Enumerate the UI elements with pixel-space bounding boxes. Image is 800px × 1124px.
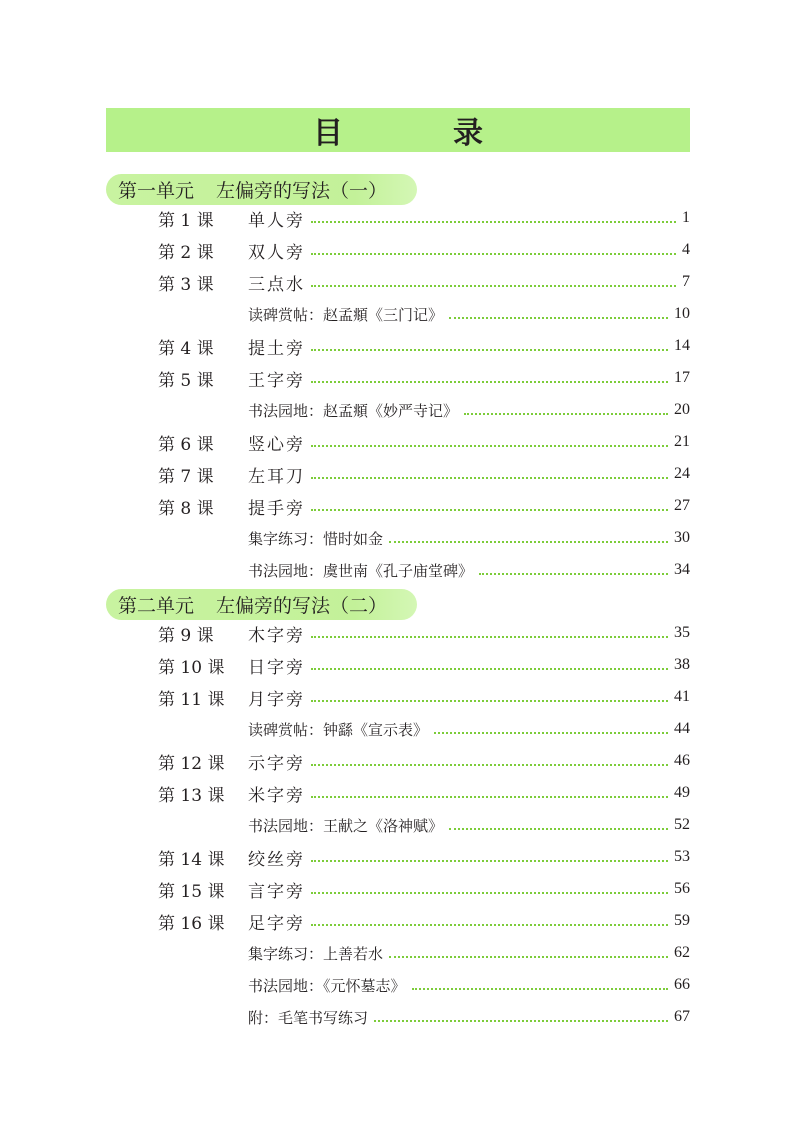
dot-leader: [311, 668, 668, 670]
lesson-number: 第 1 课: [158, 210, 214, 231]
lesson-number: 第 12 课: [158, 753, 225, 774]
toc-sub-row[interactable]: [0, 940, 800, 966]
toc-lesson-row[interactable]: [0, 780, 800, 806]
page-number: 10: [674, 305, 690, 322]
toc-lesson-row[interactable]: [0, 493, 800, 519]
toc-title-bar: [106, 108, 690, 152]
page-number: 17: [674, 369, 690, 386]
dot-leader: [311, 253, 676, 255]
sub-entry-title: 读碑赏帖：钟繇《宣示表》: [248, 720, 429, 739]
toc-sub-row[interactable]: [0, 525, 800, 551]
lesson-title: 单人旁: [248, 210, 305, 231]
sub-entry-title: 书法园地：王献之《洛神赋》: [248, 816, 444, 835]
sub-entry-title: 书法园地：赵孟頫《妙严寺记》: [248, 401, 459, 420]
page-number: 52: [674, 816, 690, 833]
page-number: 53: [674, 848, 690, 865]
unit-header: [106, 589, 417, 620]
dot-leader: [311, 477, 668, 479]
page-number: 21: [674, 433, 690, 450]
dot-leader: [311, 349, 668, 351]
toc-lesson-row[interactable]: [0, 333, 800, 359]
toc-sub-row[interactable]: [0, 1004, 800, 1030]
lesson-title: 日字旁: [248, 657, 305, 678]
lesson-title: 绞丝旁: [248, 849, 305, 870]
toc-lesson-row[interactable]: [0, 429, 800, 455]
unit-topic: 左偏旁的写法（二）: [216, 595, 388, 617]
toc-sub-row[interactable]: [0, 716, 800, 742]
lesson-title: 示字旁: [248, 753, 305, 774]
page-number: 62: [674, 944, 690, 961]
page-title: 目 录: [313, 116, 523, 151]
lesson-number: 第 8 课: [158, 498, 214, 519]
unit-name: 第一单元: [118, 180, 195, 202]
toc-lesson-row[interactable]: [0, 461, 800, 487]
lesson-number: 第 5 课: [158, 370, 214, 391]
dot-leader: [311, 860, 668, 862]
lesson-number: 第 9 课: [158, 625, 214, 646]
lesson-title: 双人旁: [248, 242, 305, 263]
page-number: 7: [682, 273, 690, 290]
lesson-number: 第 6 课: [158, 434, 214, 455]
toc-sub-row[interactable]: [0, 301, 800, 327]
toc-sub-row[interactable]: [0, 812, 800, 838]
sub-entry-title: 集字练习：上善若水: [248, 944, 384, 963]
lesson-number: 第 3 课: [158, 274, 214, 295]
toc-lesson-row[interactable]: [0, 620, 800, 646]
page-number: 14: [674, 337, 690, 354]
sub-entry-title: 附：毛笔书写练习: [248, 1008, 369, 1027]
page-number: 66: [674, 976, 690, 993]
sub-entry-title: 书法园地：虞世南《孔子庙堂碑》: [248, 561, 474, 580]
page-number: 59: [674, 912, 690, 929]
lesson-title: 足字旁: [248, 913, 305, 934]
page-number: 27: [674, 497, 690, 514]
dot-leader: [311, 636, 668, 638]
toc-lesson-row[interactable]: [0, 684, 800, 710]
lesson-number: 第 4 课: [158, 338, 214, 359]
page-number: 67: [674, 1008, 690, 1025]
dot-leader: [311, 509, 668, 511]
dot-leader: [389, 956, 668, 958]
dot-leader: [374, 1020, 668, 1022]
toc-sub-row[interactable]: [0, 397, 800, 423]
dot-leader: [311, 892, 668, 894]
page-number: 49: [674, 784, 690, 801]
page-number: 24: [674, 465, 690, 482]
dot-leader: [412, 988, 668, 990]
toc-lesson-row[interactable]: [0, 908, 800, 934]
dot-leader: [311, 796, 668, 798]
lesson-title: 三点水: [248, 274, 305, 295]
lesson-number: 第 10 课: [158, 657, 225, 678]
page-number: 34: [674, 561, 690, 578]
lesson-number: 第 11 课: [158, 689, 225, 710]
page-number: 30: [674, 529, 690, 546]
lesson-number: 第 14 课: [158, 849, 225, 870]
toc-sub-row[interactable]: [0, 972, 800, 998]
dot-leader: [389, 541, 668, 543]
page-number: 56: [674, 880, 690, 897]
dot-leader: [311, 445, 668, 447]
dot-leader: [311, 924, 668, 926]
toc-lesson-row[interactable]: [0, 205, 800, 231]
unit-header: [106, 174, 417, 205]
toc-sub-row[interactable]: [0, 557, 800, 583]
page-number: 35: [674, 624, 690, 641]
lesson-title: 提手旁: [248, 498, 305, 519]
lesson-number: 第 7 课: [158, 466, 214, 487]
lesson-number: 第 15 课: [158, 881, 225, 902]
dot-leader: [479, 573, 668, 575]
dot-leader: [449, 828, 668, 830]
page-number: 4: [682, 241, 690, 258]
page-number: 38: [674, 656, 690, 673]
toc-lesson-row[interactable]: [0, 748, 800, 774]
page-number: 46: [674, 752, 690, 769]
dot-leader: [311, 221, 676, 223]
lesson-title: 王字旁: [248, 370, 305, 391]
toc-lesson-row[interactable]: [0, 365, 800, 391]
lesson-number: 第 13 课: [158, 785, 225, 806]
dot-leader: [311, 285, 676, 287]
page-number: 1: [682, 209, 690, 226]
toc-lesson-row[interactable]: [0, 269, 800, 295]
toc-lesson-row[interactable]: [0, 876, 800, 902]
unit-topic: 左偏旁的写法（一）: [216, 180, 388, 202]
sub-entry-title: 读碑赏帖：赵孟頫《三门记》: [248, 305, 444, 324]
dot-leader: [434, 732, 668, 734]
lesson-number: 第 16 课: [158, 913, 225, 934]
lesson-title: 左耳刀: [248, 466, 305, 487]
lesson-title: 米字旁: [248, 785, 305, 806]
sub-entry-title: 书法园地：《元怀墓志》: [248, 976, 406, 995]
lesson-title: 木字旁: [248, 625, 305, 646]
lesson-title: 提土旁: [248, 338, 305, 359]
sub-entry-title: 集字练习：惜时如金: [248, 529, 384, 548]
page-number: 44: [674, 720, 690, 737]
page-number: 41: [674, 688, 690, 705]
toc-lesson-row[interactable]: [0, 237, 800, 263]
lesson-title: 竖心旁: [248, 434, 305, 455]
page-number: 20: [674, 401, 690, 418]
dot-leader: [311, 700, 668, 702]
lesson-number: 第 2 课: [158, 242, 214, 263]
lesson-title: 言字旁: [248, 881, 305, 902]
unit-name: 第二单元: [118, 595, 195, 617]
dot-leader: [449, 317, 668, 319]
dot-leader: [464, 413, 668, 415]
toc-lesson-row[interactable]: [0, 652, 800, 678]
dot-leader: [311, 381, 668, 383]
toc-lesson-row[interactable]: [0, 844, 800, 870]
dot-leader: [311, 764, 668, 766]
lesson-title: 月字旁: [248, 689, 305, 710]
